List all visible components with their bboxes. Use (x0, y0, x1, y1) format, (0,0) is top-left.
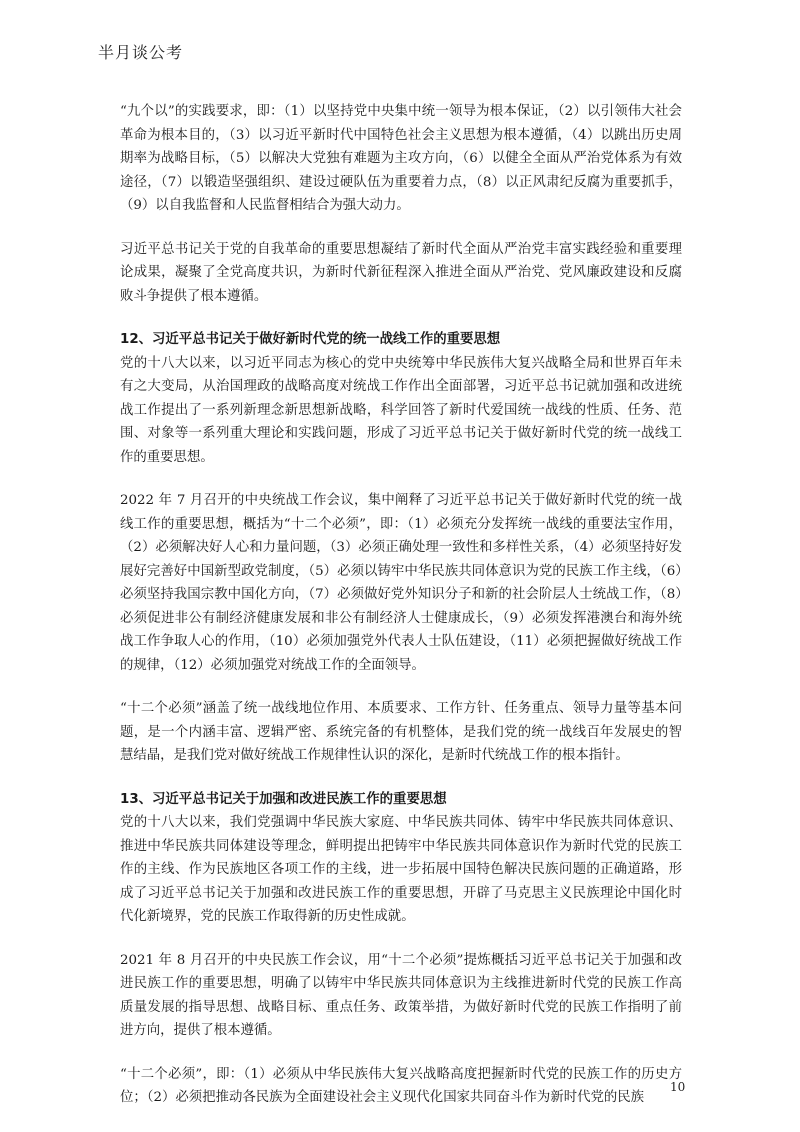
section-heading-13: 13、习近平总书记关于加强和改进民族工作的重要思想 (120, 791, 447, 807)
document-header-title: 半月谈公考 (98, 43, 184, 62)
paragraph-twelve-musts-united-front: 2022 年 7 月召开的中央统战工作会议，集中阐释了习近平总书记关于做好新时代党的统一战线工作的重要思想，概括为“十二个必须”，即：（1）必须充分发挥统一战线的重要法宝作用，（2）必须解决好人心和力量问题，（3）必须正确处理一致性和多样性关系，（4）必须坚持好发展好完善好中国新型政党制度，（5）必须以铸牢中华民族共同体意识为党的民族工作主线，（6）必须坚持我国宗教中国化方向，（7）必须做好党外知识分子和新的社会阶层人士统战工作，（8）必须促进非公有制经济健康发展和非公有制经济人士健康成长，（9）必须发挥港澳台和海外统战工作争取人心的作用，（10）必须加强党外代表人士队伍建设，（11）必须把握做好统战工作的规律，（12）必须加强党对统战工作的全面领导。 (120, 493, 682, 673)
paragraph-ethnic-work-intro: 党的十八大以来，我们党强调中华民族大家庭、中华民族共同体、铸牢中华民族共同体意识、推进中华民族共同体建设等理念，鲜明提出把铸牢中华民族共同体意识作为新时代党的民族工作的主线、作为民族地区各项工作的主线，进一步拓展中国特色解决民族问题的正确道路，形成了习近平总书记关于加强和改进民族工作的重要思想，开辟了马克思主义民族理论中国化时代化新境界，党的民族工作取得新的历史性成就。 (120, 815, 682, 924)
section-heading-12: 12、习近平总书记关于做好新时代党的统一战线工作的重要思想 (120, 332, 501, 347)
page-number: 10 (670, 1080, 686, 1094)
paragraph-ethnic-twelve-musts: “十二个必须”，即：（1）必须从中华民族伟大复兴战略高度把握新时代党的民族工作的历史方位；（2）必须把推动各民族为全面建设社会主义现代化国家共同奋斗作为新时代党的民族 (120, 1066, 682, 1105)
paragraph-twelve-musts-summary: “十二个必须”涵盖了统一战线地位作用、本质要求、工作方针、任务重点、领导力量等基本问题，是一个内涵丰富、逻辑严密、系统完备的有机整体，是我们党的统一战线百年发展史的智慧结晶，是我们党对做好统战工作规律性认识的深化，是新时代统战工作的根本指针。 (120, 701, 682, 763)
paragraph-ethnic-work-conference: 2021 年 8 月召开的中央民族工作会议，用“十二个必须”提炼概括习近平总书记关于加强和改进民族工作的重要思想，明确了以铸牢中华民族共同体意识为主线推进新时代党的民族工作高质量发展的指导思想、战略目标、重点任务、政策举措，为做好新时代党的民族工作指明了前进方向，提供了根本遵循。 (120, 952, 682, 1038)
paragraph-nine-requirements: “九个以”的实践要求，即：（1）以坚持党中央集中统一领导为根本保证，（2）以引领伟大社会革命为根本目的，（3）以习近平新时代中国特色社会主义思想为根本遵循，（4）以跳出历史周期率为战略目标，（5）以解决大党独有难题为主攻方向，（6）以健全全面从严治党体系为有效途径，（7）以锻造坚强组织、建设过硬队伍为重要着力点，（8）以正风肃纪反腐为重要抓手，（9）以自我监督和人民监督相结合为强大动力。 (120, 104, 682, 213)
paragraph-united-front-intro: 党的十八大以来，以习近平同志为核心的党中央统筹中华民族伟大复兴战略全局和世界百年未有之大变局，从治国理政的战略高度对统战工作作出全面部署，习近平总书记就加强和改进统战工作提出了一系列新理念新思想新战略，科学回答了新时代爱国统一战线的性质、任务、范围、对象等一系列重大理论和实践问题，形成了习近平总书记关于做好新时代党的统一战线工作的重要思想。 (120, 355, 682, 465)
document-body (120, 100, 682, 1130)
paragraph-self-revolution-summary: 习近平总书记关于党的自我革命的重要思想凝结了新时代全面从严治党丰富实践经验和重要理论成果，凝聚了全党高度共识，为新时代新征程深入推进全面从严治党、党风廉政建设和反腐败斗争提供了根本遵循。 (120, 241, 682, 304)
